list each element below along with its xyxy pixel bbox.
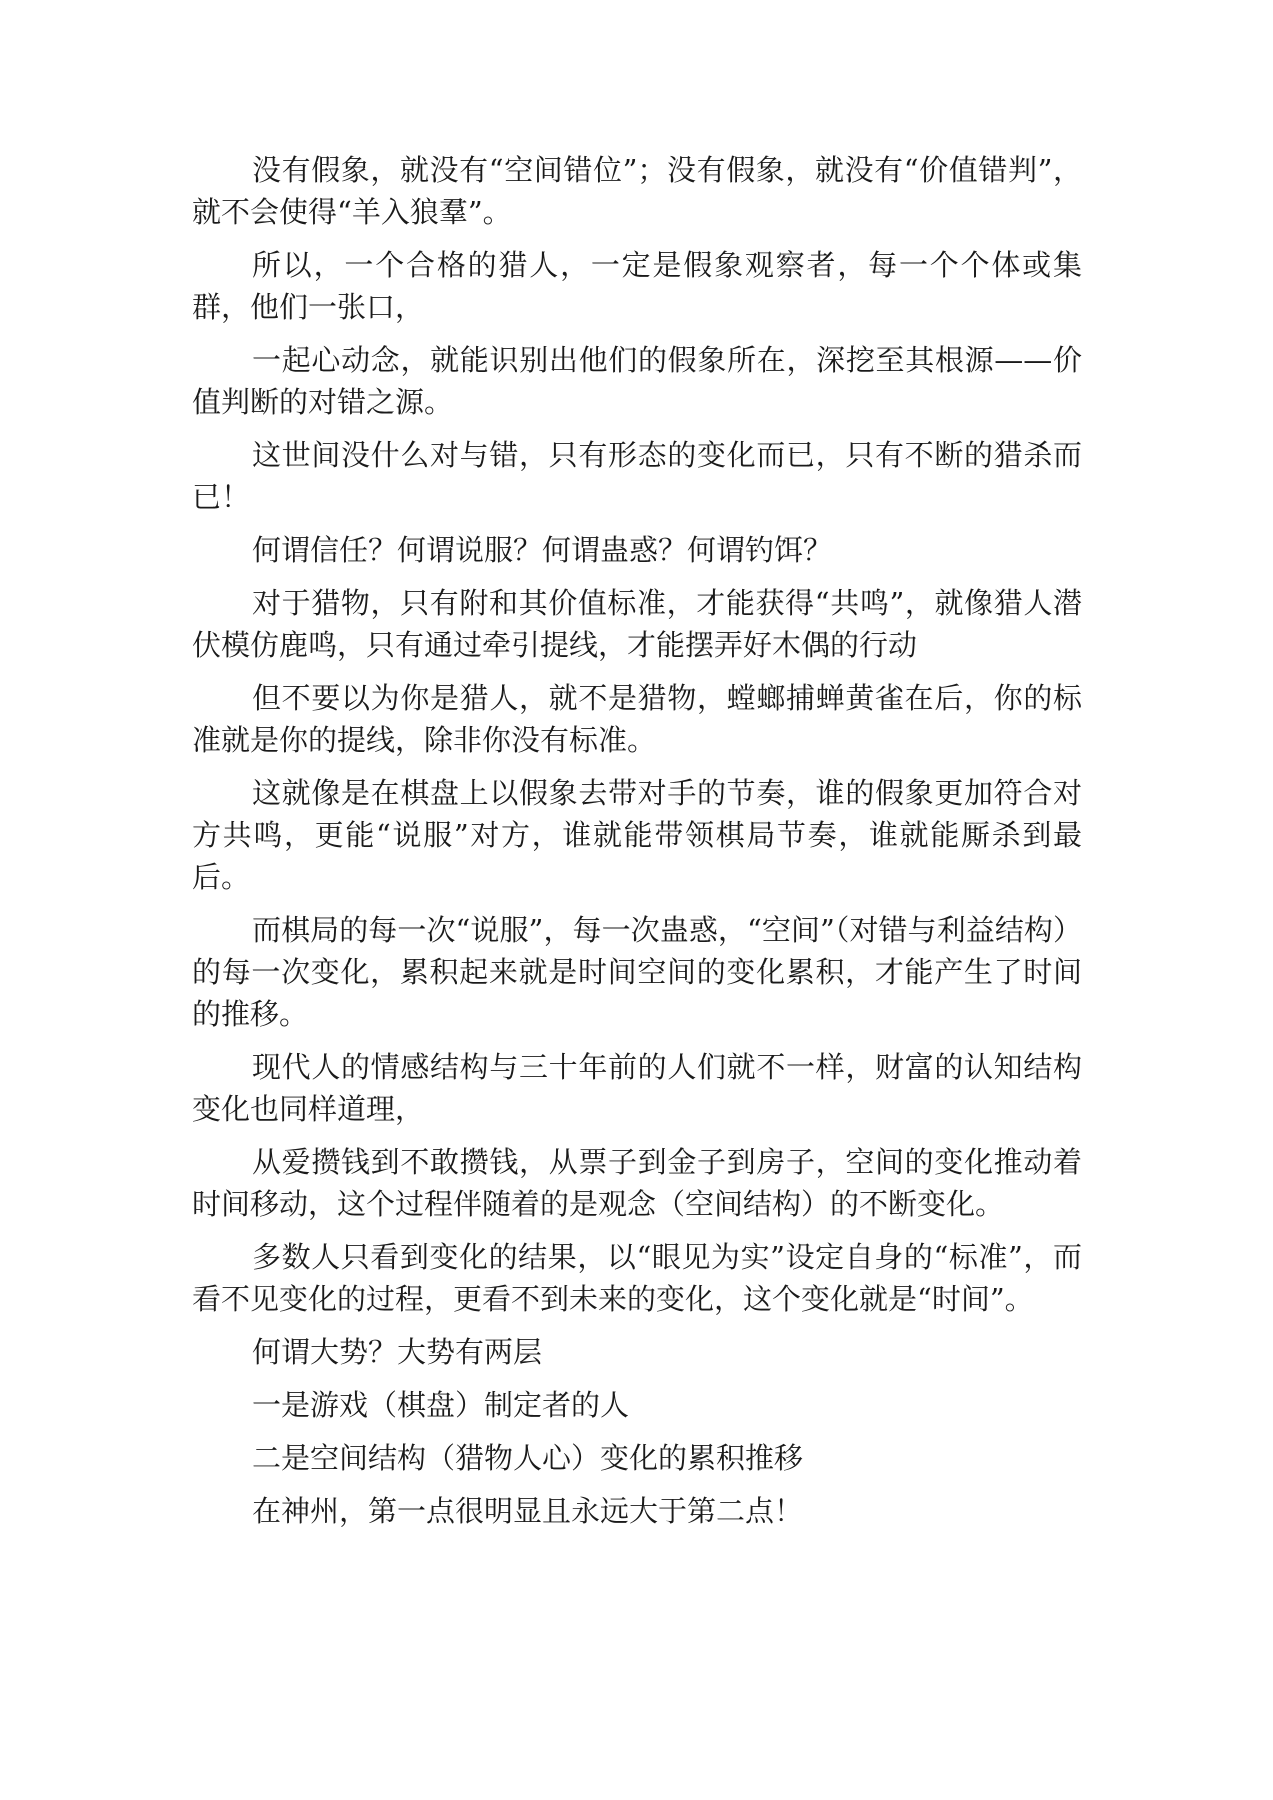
paragraph-15: 二是空间结构（猎物人心）变化的累积推移: [252, 1441, 804, 1475]
paragraph-9: 而棋局的每一次“说服”，每一次蛊惑，“空间”（对错与利益结构）的每一次变化，累积起来就是时间空间的变化累积，才能产生了时间的推移。: [192, 913, 1082, 1031]
paragraph-11: 从爱攒钱到不敢攒钱，从票子到金子到房子，空间的变化推动着时间移动，这个过程伴随着的是观念（空间结构）的不断变化。: [192, 1145, 1082, 1221]
paragraph-5: 何谓信任？何谓说服？何谓蛊惑？何谓钓饵？: [252, 533, 833, 567]
paragraph-8: 这就像是在棋盘上以假象去带对手的节奏，谁的假象更加符合对方共鸣，更能“说服”对方，谁就能带领棋局节奏，谁就能厮杀到最后。: [192, 776, 1082, 894]
paragraph-14: 一是游戏（棋盘）制定者的人: [252, 1388, 630, 1422]
paragraph-4: 这世间没什么对与错，只有形态的变化而已，只有不断的猎杀而已！: [192, 438, 1082, 514]
paragraph-13: 何谓大势？大势有两层: [252, 1335, 543, 1369]
paragraph-7: 但不要以为你是猎人，就不是猎物，螳螂捕蝉黄雀在后，你的标准就是你的提线，除非你没有标准。: [192, 681, 1082, 757]
paragraph-2: 所以，一个合格的猎人，一定是假象观察者，每一个个体或集群，他们一张口，: [192, 248, 1082, 324]
document-body: [192, 149, 1082, 1543]
paragraph-3: 一起心动念，就能识别出他们的假象所在，深挖至其根源——价值判断的对错之源。: [192, 343, 1082, 419]
paragraph-12: 多数人只看到变化的结果，以“眼见为实”设定自身的“标准”，而看不见变化的过程，更看不到未来的变化，这个变化就是“时间”。: [192, 1240, 1082, 1316]
paragraph-1: 没有假象，就没有“空间错位”；没有假象，就没有“价值错判”，就不会使得“羊入狼羣”。: [192, 153, 1082, 229]
paragraph-10: 现代人的情感结构与三十年前的人们就不一样，财富的认知结构变化也同样道理，: [192, 1050, 1082, 1126]
paragraph-6: 对于猎物，只有附和其价值标准，才能获得“共鸣”，就像猎人潜伏模仿鹿鸣，只有通过牵引提线，才能摆弄好木偶的行动: [192, 586, 1082, 662]
paragraph-16: 在神州，第一点很明显且永远大于第二点！: [252, 1494, 804, 1528]
